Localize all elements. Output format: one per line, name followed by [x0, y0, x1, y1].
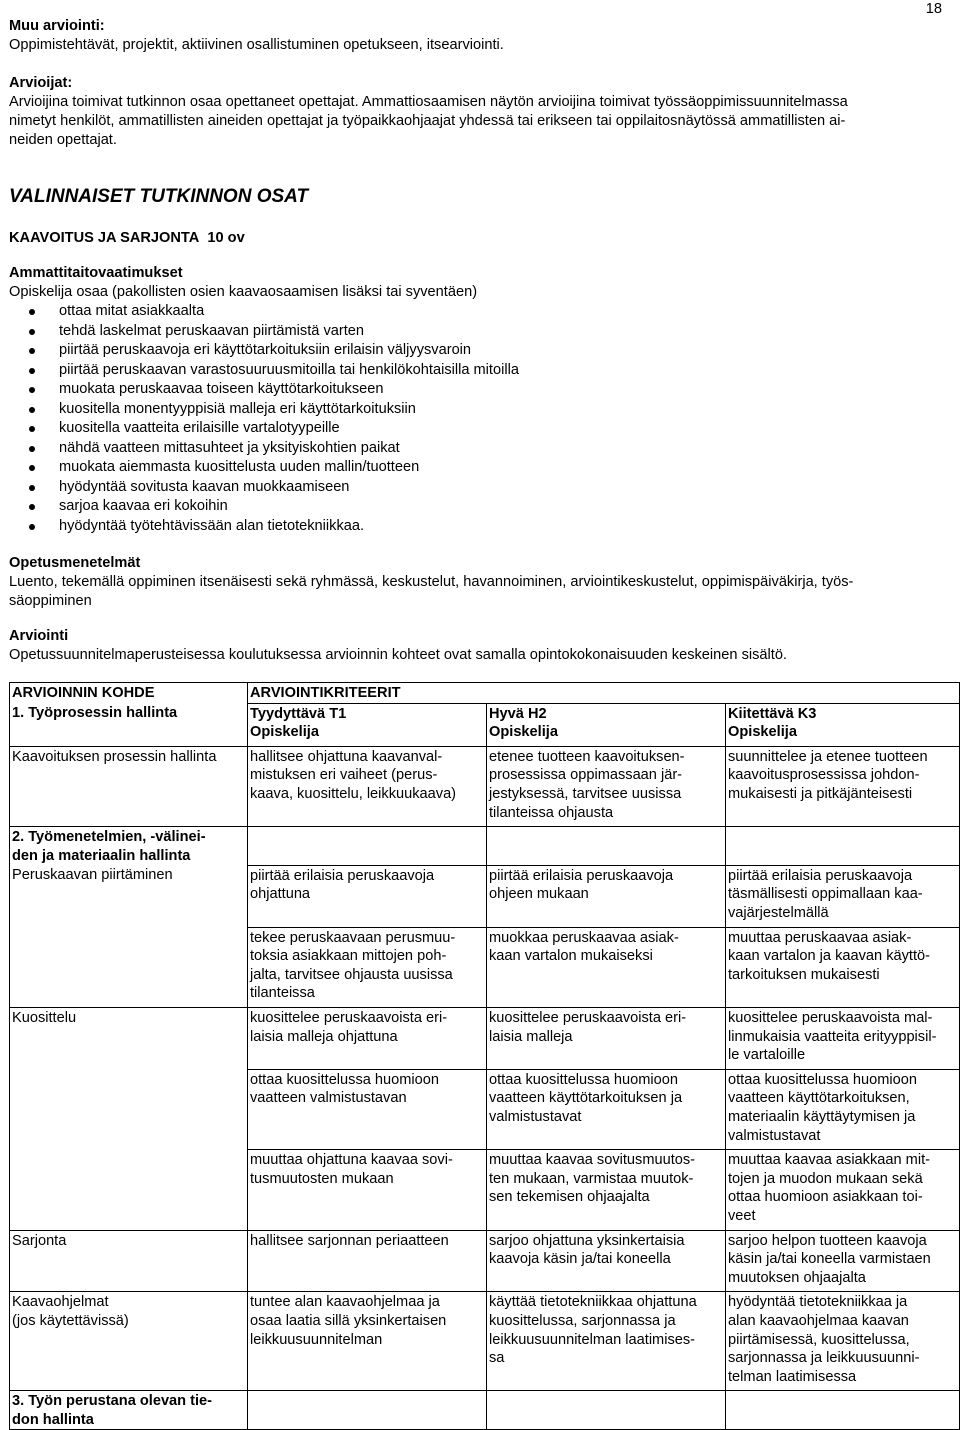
- table-cell: [10, 1069, 248, 1149]
- assessment-text: Opetussuunnitelmaperusteisessa koulutuksessa arvioinnin kohteet ovat samalla opintokokonaisuuden keskeinen sisältö.: [9, 647, 787, 663]
- list-item: nähdä vaatteen mittasuhteet ja yksityiskohtien paikat: [9, 439, 519, 459]
- methods-line: säoppiminen: [9, 593, 92, 609]
- table-cell: muuttaa kaavaa asiakkaan mit- tojen ja muodon mukaan sekä ottaa huomioon asiakkaan toi- veet: [726, 1150, 960, 1230]
- methods-heading: Opetusmenetelmät: [9, 555, 141, 571]
- assessors-line: nimetyt henkilöt, ammatillisten aineiden opettajat ja työpaikkaohjaajat yhdessä tai erikseen tai oppilaitosnäytössä ammatillisten ai-: [9, 113, 846, 129]
- table-cell: Kuosittelu: [10, 1008, 248, 1070]
- table-cell: kuosittelee peruskaavoista mal- linmukaisia vaatteita erityyppisil- le vartaloille: [726, 1008, 960, 1070]
- table-cell: sarjoo ohjattuna yksinkertaisia kaavoja käsin ja/tai koneella: [487, 1230, 726, 1292]
- list-item: ottaa mitat asiakkaalta: [9, 302, 519, 322]
- table-row: [10, 1150, 960, 1230]
- module-title: [9, 229, 245, 248]
- header-target: ARVIOINNIN KOHDE: [10, 683, 248, 704]
- assessors-line: neiden opettajat.: [9, 132, 117, 148]
- table-cell: [10, 927, 248, 1007]
- table-row: [10, 1391, 960, 1430]
- list-item: tehdä laskelmat peruskaavan piirtämistä varten: [9, 322, 519, 342]
- skills-intro: Opiskelija osaa (pakollisten osien kaavaosaamisen lisäksi tai syventäen): [9, 284, 478, 300]
- table-cell: [10, 1150, 248, 1230]
- header-criteria: ARVIOINTIKRITEERIT: [248, 683, 960, 704]
- skills-list: [9, 302, 519, 536]
- table-cell: kuosittelee peruskaavoista eri- laisia malleja: [487, 1008, 726, 1070]
- list-item: hyödyntää työtehtävissään alan tietotekniikkaa.: [9, 517, 519, 537]
- table-cell: Kaavaohjelmat (jos käytettävissä): [10, 1292, 248, 1391]
- table-cell: ottaa kuosittelussa huomioon vaatteen valmistustavan: [248, 1069, 487, 1149]
- table-cell: piirtää erilaisia peruskaavoja täsmällisesti oppimallaan kaa- vajärjestelmällä: [726, 865, 960, 927]
- section-label: 3. Työn perustana olevan tie- don hallinta: [10, 1391, 248, 1430]
- table-cell: [487, 1391, 726, 1430]
- list-item: kuositella monentyyppisiä malleja eri käyttötarkoituksiin: [9, 400, 519, 420]
- assessors: [9, 74, 954, 150]
- table-row: [10, 927, 960, 1007]
- list-item: kuositella vaatteita erilaisille vartalotyypeille: [9, 419, 519, 439]
- table-cell: Kaavoituksen prosessin hallinta: [10, 746, 248, 826]
- list-item: piirtää peruskaavan varastosuuruusmitoilla tai henkilökohtaisilla mitoilla: [9, 361, 519, 381]
- table-cell: Peruskaavan piirtäminen: [10, 865, 248, 927]
- table-row: [10, 827, 960, 866]
- grade-header: Kiitettävä K3 Opiskelija: [726, 703, 960, 746]
- table-cell: suunnittelee ja etenee tuotteen kaavoitusprosessissa johdon- mukaisesti ja pitkäjänteisesti: [726, 746, 960, 826]
- table-cell: [487, 827, 726, 866]
- table-cell: ottaa kuosittelussa huomioon vaatteen käyttötarkoituksen ja valmistustavat: [487, 1069, 726, 1149]
- grade-header: Hyvä H2 Opiskelija: [487, 703, 726, 746]
- table-cell: muuttaa kaavaa sovitusmuutos- ten mukaan, varmistaa muutok- sen tekemisen ohjaajalta: [487, 1150, 726, 1230]
- list-item: piirtää peruskaavoja eri käyttötarkoituksiin erilaisin väljyysvaroin: [9, 341, 519, 361]
- table-cell: ottaa kuosittelussa huomioon vaatteen käyttötarkoituksen, materiaalin käyttäytymisen ja valmistustavat: [726, 1069, 960, 1149]
- other-assessment: [9, 17, 504, 55]
- table-cell: sarjoo helpon tuotteen kaavoja käsin ja/tai koneella varmistaen muutoksen ohjaajalta: [726, 1230, 960, 1292]
- table-cell: Sarjonta: [10, 1230, 248, 1292]
- section-label: 2. Työmenetelmien, -välinei- den ja materiaalin hallinta: [10, 827, 248, 866]
- table-cell: [248, 1391, 487, 1430]
- table-row: [10, 746, 960, 826]
- methods: [9, 554, 954, 611]
- table-row: [10, 1230, 960, 1292]
- skills: [9, 264, 519, 536]
- table-row: [10, 1008, 960, 1070]
- skills-heading: Ammattitaitovaatimukset: [9, 265, 183, 281]
- section-label: 1. Työprosessin hallinta: [10, 703, 248, 746]
- table-cell: tekee peruskaavaan perusmuu- toksia asiakkaan mittojen poh- jalta, tarvitsee ohjausta uusissa tilanteissa: [248, 927, 487, 1007]
- assessment-heading: Arviointi: [9, 628, 69, 644]
- assessors-line: Arvioijina toimivat tutkinnon osaa opettaneet opettajat. Ammattiosaamisen näytön arvioijina toimivat työssäoppimissuunnitelmassa: [9, 94, 848, 110]
- other-assessment-text: Oppimistehtävät, projektit, aktiivinen osallistuminen opetukseen, itsearviointi.: [9, 37, 504, 53]
- table-row: [10, 1069, 960, 1149]
- table-cell: piirtää erilaisia peruskaavoja ohjeen mukaan: [487, 865, 726, 927]
- table-cell: hallitsee ohjattuna kaavanval- mistuksen eri vaiheet (perus- kaava, kuosittelu, leikkuukaava): [248, 746, 487, 826]
- list-item: hyödyntää sovitusta kaavan muokkaamiseen: [9, 478, 519, 498]
- assessors-heading: Arvioijat:: [9, 75, 73, 91]
- table-cell: muokkaa peruskaavaa asiak- kaan vartalon mukaiseksi: [487, 927, 726, 1007]
- table-row: [10, 1292, 960, 1391]
- table-cell: [726, 827, 960, 866]
- module-credits: 10 ov: [207, 230, 245, 246]
- methods-line: Luento, tekemällä oppiminen itsenäisesti sekä ryhmässä, keskustelut, havannoiminen, arviointikeskustelut, oppimispäiväkirja, työs-: [9, 574, 854, 590]
- list-item: muokata aiemmasta kuosittelusta uuden mallin/tuotteen: [9, 458, 519, 478]
- table-header-row: [10, 683, 960, 704]
- list-item: muokata peruskaavaa toiseen käyttötarkoitukseen: [9, 380, 519, 400]
- table-cell: hallitsee sarjonnan periaatteen: [248, 1230, 487, 1292]
- grade-header: Tyydyttävä T1 Opiskelija: [248, 703, 487, 746]
- other-assessment-heading: Muu arviointi:: [9, 18, 105, 34]
- table-row: [10, 703, 960, 746]
- table-cell: hyödyntää tietotekniikkaa ja alan kaavaohjelmaa kaavan piirtämisessä, kuosittelussa, sarjonnassa ja leikkuusuunni- telman laatimisessa: [726, 1292, 960, 1391]
- table-cell: kuosittelee peruskaavoista eri- laisia malleja ohjattuna: [248, 1008, 487, 1070]
- table-cell: [248, 827, 487, 866]
- table-cell: etenee tuotteen kaavoituksen- prosessissa oppimassaan jär- jestyksessä, tarvitsee uusissa tilanteissa ohjausta: [487, 746, 726, 826]
- page-number: 18: [925, 1, 942, 17]
- section-title: VALINNAISET TUTKINNON OSAT: [9, 186, 309, 207]
- criteria-table: [9, 682, 960, 1430]
- assessment: [9, 627, 787, 665]
- table-cell: muuttaa ohjattuna kaavaa sovi- tusmuutosten mukaan: [248, 1150, 487, 1230]
- table-cell: piirtää erilaisia peruskaavoja ohjattuna: [248, 865, 487, 927]
- table-cell: muuttaa peruskaavaa asiak- kaan vartalon ja kaavan käyttö- tarkoituksen mukaisesti: [726, 927, 960, 1007]
- table-row: [10, 865, 960, 927]
- table-cell: tuntee alan kaavaohjelmaa ja osaa laatia sillä yksinkertaisen leikkuusuunnitelman: [248, 1292, 487, 1391]
- table-cell: käyttää tietotekniikkaa ohjattuna kuosittelussa, sarjonnassa ja leikkuusuunnitelman laatimises- sa: [487, 1292, 726, 1391]
- table-cell: [726, 1391, 960, 1430]
- list-item: sarjoa kaavaa eri kokoihin: [9, 497, 519, 517]
- module-name: KAAVOITUS JA SARJONTA: [9, 230, 200, 246]
